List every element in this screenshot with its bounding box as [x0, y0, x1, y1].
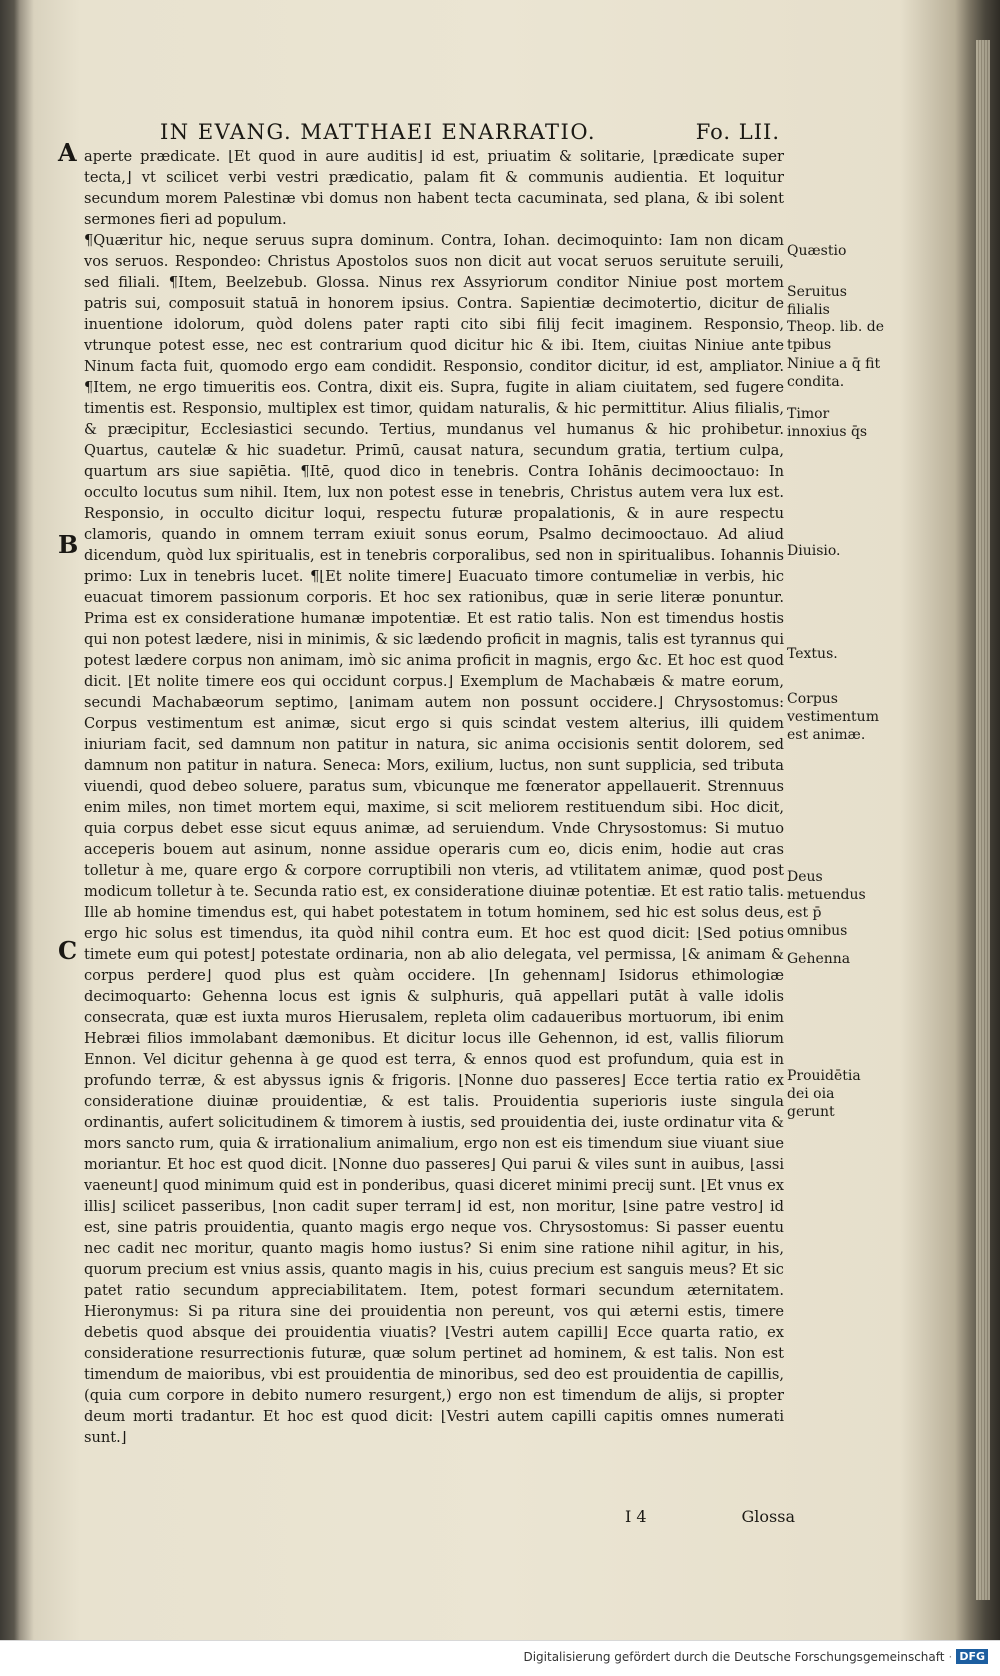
- margin-note-textus: Textus.: [787, 646, 838, 662]
- commentary-text: [84, 146, 784, 1536]
- margin-note-diuisio: Diuisio.: [787, 543, 841, 559]
- page-footer: [625, 1507, 795, 1526]
- margin-note-timor: Timor innoxius q̄s: [787, 406, 868, 440]
- credit-text: Digitalisierung gefördert durch die Deutsche Forschungsgemeinschaft: [523, 1649, 945, 1664]
- section-letter-a: A: [58, 138, 77, 167]
- margin-note-theop: Theop. lib. de tpibus: [787, 319, 884, 353]
- margin-note-corpus: Corpus vestimentum est animæ.: [787, 691, 879, 743]
- margin-note-deus: Deus metuendus est p̄ omnibus: [787, 869, 866, 939]
- margin-note-niniue: Niniue a q̄ fit condita.: [787, 356, 881, 390]
- signature-mark: I 4: [625, 1507, 647, 1526]
- page-header: [160, 120, 780, 144]
- margin-note-seruitus: Seruitus filialis: [787, 284, 847, 318]
- margin-note-gehenna: Gehenna: [787, 951, 851, 967]
- paragraph-1: aperte prædicate. ⌊Et quod in aure auditis⌋ id est, priuatim & solitarie, ⌊prædicate super tecta,⌋ vt scilicet verbi vestri prædicatio, palam fit & communis audientia. Et loquitur secundum morem Palestinæ vbi domus non habent tecta cacuminata, sed plana, & ibi solent sermones fieri ad populum.: [84, 148, 784, 228]
- margin-note-prouidentia: Prouidētia dei oia gerunt: [787, 1068, 861, 1120]
- page-edge-stack: [976, 40, 990, 1600]
- margin-note-quaestio: Quæstio: [787, 243, 847, 259]
- dfg-logo: DFG: [956, 1649, 988, 1664]
- catchword: Glossa: [741, 1507, 795, 1526]
- section-letter-c: C: [58, 936, 78, 965]
- credit-separator: ·: [948, 1649, 953, 1664]
- folio-number: Fo. LII.: [695, 120, 780, 144]
- running-title: IN EVANG. MATTHAEI ENARRATIO.: [160, 120, 597, 144]
- paragraph-2: ¶Quæritur hic, neque seruus supra dominum. Contra, Iohan. decimoquinto: Iam non dicam vos seruos. Respondeo: Christus Apostolos suos non dicit aut vocat seruos seruitute seruili, sed filiali. ¶Item, Beelzebub. Glossa. Ninus rex Assyriorum conditor Niniue post mortem patris sui, composuit statuā in honorem ipsius. Contra. Sapientiæ decimotertio, dicitur de inuentione idolorum, quòd dolens pater rapti cito sibi filij fecit imaginem. Responsio, vtrunque potest esse, nec est contrarium quod dicitur hic & ibi. Item, ciuitas Niniue ante Ninum facta fuit, quomodo ergo eam condidit. Responsio, conditor dicitur, id est, ampliator. ¶Item, ne ergo timueritis eos. Contra, dixit eis. Supra, fugite in aliam ciuitatem, sed fugere timentis est. Responsio, multiplex est timor, quidam naturalis, & hic permittitur. Alius filialis, & præcipitur, Ecclesiastici secundo. Tertius, mundanus vel humanus & hic prohibetur. Quartus, cautelæ & hic suadetur. Primū, causat natura, secundum gratia, tertium culpa, quartum ars siue sapiētia. ¶Itē, quod dico in tenebris. Contra Iohānis decimooctauo: In occulto locutus sum nihil. Item, lux non potest esse in tenebris, Christus autem vera lux est. Responsio, in occulto dicitur loqui, respectu futuræ propalationis, & in aure respectu clamoris, quando in omnem terram exiuit sonus eorum, Psalmo decimooctauo. Ad aliud dicendum, quòd lux spiritualis, est in tenebris corporalibus, sed non in spiritualibus. Iohannis primo: Lux in tenebris lucet. ¶⌊Et nolite timere⌋ Euacuato timore contumeliæ in verbis, hic euacuat timorem passionum corporis. Et hoc sex rationibus, quæ in serie literæ ponuntur. Prima est ex consideratione humanæ impotentiæ. Et est ratio talis. Non est timendus hostis qui non potest lædere, nisi in minimis, & sic lædendo proficit in magnis, talis est tyrannus qui potest lædere corpus non animam, imò sic anima proficit in magnis, ergo &c. Et hoc est quod dicit. ⌊Et nolite timere eos qui occidunt corpus.⌋ Exemplum de Machabæis & matre eorum, secundi Machabæorum septimo, ⌊animam autem non possunt occidere.⌋ Chrysostomus: Corpus vestimentum est animæ, sicut ergo si quis scindat vestem alterius, illi quidem iniuriam facit, sed damnum non patitur in natura, sic anima occisionis sentit dolorem, sed damnum non patitur in natura. Seneca: Mors, exilium, luctus, non sunt supplicia, sed tributa viuendi, quod debeo soluere, paratus sum, vbicunque me fœnerator appellauerit. Strennuus enim miles, non timet mortem equi, maxime, si scit meliorem restituendum sibi. Hoc dicit, quia corpus debet esse sicut equus animæ, ad seruiendum. Vnde Chrysostomus: Si mutuo acceperis bouem aut asinum, nonne assidue operaris cum eo, dicis enim, hodie aut cras tolletur à me, quare ergo & corpore corruptibili non vteris, ad vtilitatem animæ, quod post modicum tolletur à te. Secunda ratio est, ex consideratione diuinæ potentiæ. Et est ratio talis. Ille ab homine timendus est, qui habet potestatem in totum hominem, sed hic est solus deus, ergo hic solus est timendus, ita quòd nihil contra eum. Et hoc est quod dicit: ⌊Sed potius timete eum qui potest⌋ potestate ordinaria, non ab alio delegata, vel permissa, ⌊& animam & corpus perdere⌋ quod plus est quàm occidere. ⌊In gehennam⌋ Isidorus ethimologiæ decimoquarto: Gehenna locus est ignis & sulphuris, quā appellari putāt à valle idolis consecrata, quæ est iuxta muros Hierusalem, repleta olim cadaueribus mortuorum, ibi enim Hebræi filios immolabant dæmonibus. Et dicitur locus ille Gehennon, id est, vallis filiorum Ennon. Vel dicitur gehenna à ge quod est terra, & ennos quod est profundum, quia est in profundo terræ, & est abyssus ignis & frigoris. ⌊Nonne duo passeres⌋ Ecce tertia ratio ex consideratione diuinæ prouidentiæ, & est talis. Prouidentia superioris iuste singula ordinantis, aufert solicitudinem & timorem à iustis, sed prouidentia dei, iuste ordinatur vita & mors sancto rum, quia & irrationalium animalium, ergo non est eis timendum siue viuant siue moriantur. Et hoc est quod dicit. ⌊Nonne duo passeres⌋ Qui parui & viles sunt in auibus, ⌊assi vaeneunt⌋ quod minimum quid est in ponderibus, quasi diceret minimi precij sunt. ⌊Et vnus ex illis⌋ scilicet passeribus, ⌊non cadit super terram⌋ id est, non moritur, ⌊sine patre vestro⌋ id est, sine patris prouidentia, quanto magis ergo neque vos. Chrysostomus: Si passer euentu nec cadit nec moritur, quanto magis homo iustus? Si enim sine ratione nihil agitur, in his, quorum precium est vnius assis, quanto magis in his, cuius precium est sanguis meus? Et sic patet ratio secundum appreciabilitatem. Item, potest formari secundum æternitatem. Hieronymus: Si pa ritura sine dei prouidentia non pereunt, vos qui æterni estis, timere debetis quod absque dei prouidentia viuatis? ⌊Vestri autem capilli⌋ Ecce quarta ratio, ex consideratione resurrectionis futuræ, quæ solum pertinet ad hominem, & est talis. Non est timendum de maioribus, vbi est prouidentia de minoribus, sed deo est prouidentia de capillis, (quia cum corpore in debito numero resurgent,) ergo non est timendum de alijs, si propter deum morti tradantur. Et hoc est quod dicit: ⌊Vestri autem capilli capitis omnes numerati sunt.⌋: [84, 232, 784, 1446]
- funding-credit: [523, 1649, 988, 1664]
- section-letter-b: B: [58, 530, 79, 559]
- digitization-bar: [0, 1640, 1000, 1676]
